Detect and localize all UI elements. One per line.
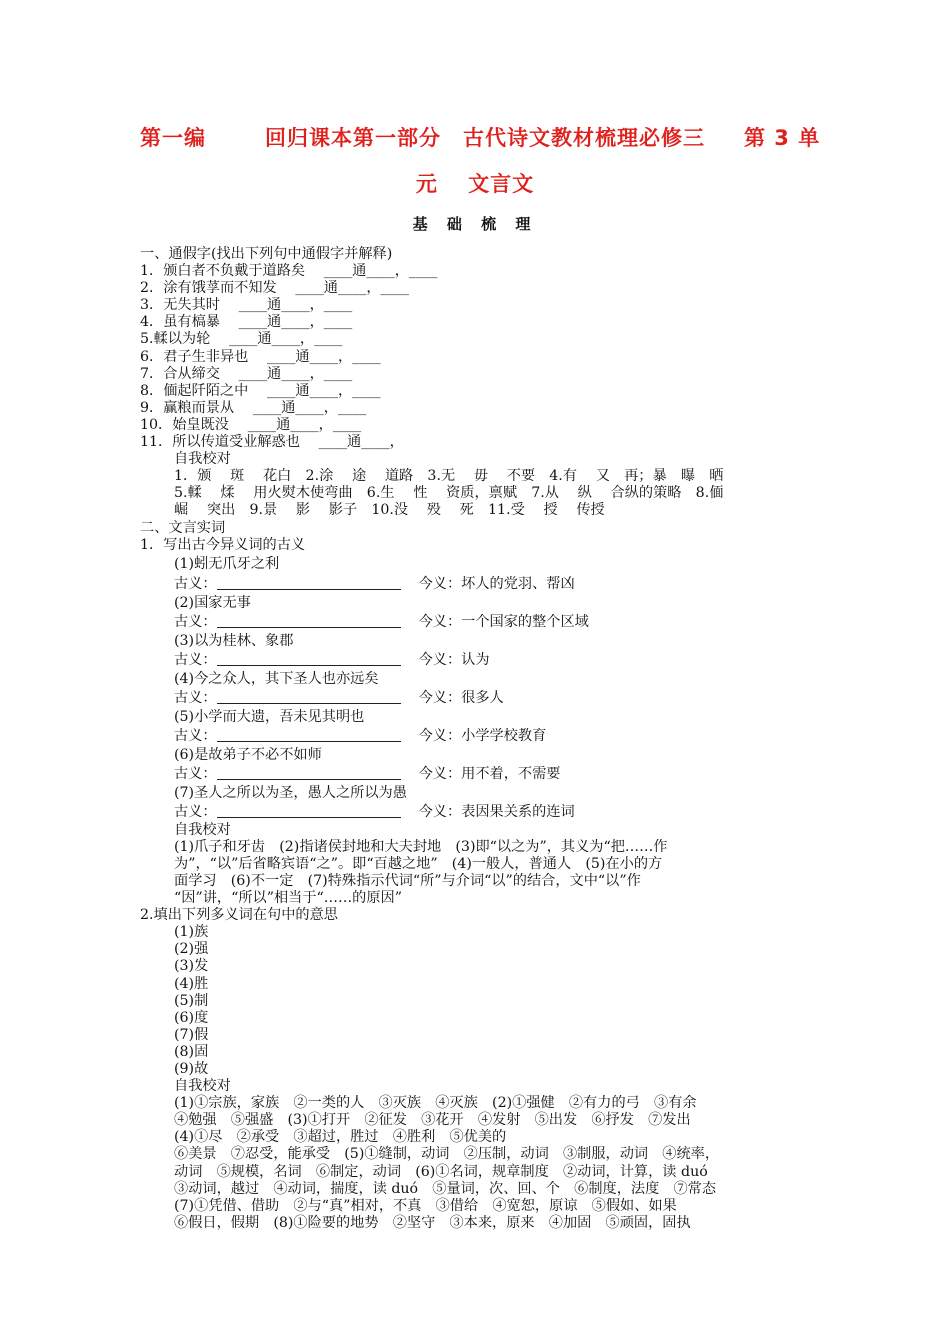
list-item: 5.輮以为轮 ____通____，____	[140, 331, 343, 348]
ancient-meaning-label: 古义：	[174, 613, 217, 630]
answer-line: “因”讲，“所以”相当于“……的原因”	[174, 890, 402, 907]
list-item: (9)故	[174, 1061, 209, 1077]
modern-meaning: 今义：小学学校教育	[418, 727, 547, 744]
title-part-1: 第一编	[140, 126, 206, 150]
section-heading: 二、文言实词	[140, 519, 226, 536]
self-check-label: 自我校对	[174, 1078, 231, 1095]
list-item: 11．所以传道受业解惑也 ____通____，	[140, 434, 404, 451]
ancient-meaning-blank	[217, 689, 401, 704]
list-item: (5)制	[174, 992, 209, 1009]
meaning-row	[140, 764, 816, 784]
ancient-meaning-blank	[217, 613, 401, 628]
list-item: 1．颁白者不负戴于道路矣 ____通____，____	[140, 263, 438, 280]
answer-line: ⑥假日，假期 (8)①险要的地势 ②坚守 ③本来，原来 ④加固 ⑤顽固，固执	[174, 1214, 691, 1231]
example-sentence: (1)蚓无爪牙之利	[174, 555, 280, 572]
answer-line: 5.輮 煣 用火熨木使弯曲 6.生 性 资质，禀赋 7.从 纵 合纵的策略 8.偭	[174, 485, 724, 502]
ancient-meaning-label: 古义：	[174, 689, 217, 706]
ancient-meaning-label: 古义：	[174, 727, 217, 744]
list-item: (3)发	[174, 958, 209, 975]
example-sentence: (6)是故弟子不必不如师	[174, 746, 322, 763]
ancient-meaning-blank	[217, 765, 401, 780]
modern-meaning: 今义：认为	[418, 651, 490, 668]
answer-line: (7)①凭借、借助 ②与“真”相对，不真 ③借给 ④宽恕，原谅 ⑤假如、如果	[174, 1197, 677, 1214]
meaning-row	[140, 574, 816, 594]
list-item: (1)族	[174, 924, 209, 941]
ancient-meaning-label: 古义：	[174, 803, 217, 820]
section-subtitle: 基 础 梳 理	[412, 215, 538, 233]
title-part-3: 第 3 单	[744, 126, 821, 150]
ancient-meaning-label: 古义：	[174, 765, 217, 782]
ancient-meaning-blank	[217, 651, 401, 666]
answer-line: 1．颁 斑 花白 2.涂 途 道路 3.无 毋 不要 4.有 又 再；暴 曝 晒	[174, 468, 724, 485]
self-check-label: 自我校对	[174, 451, 231, 468]
list-item: (7)假	[174, 1026, 209, 1043]
example-sentence: (5)小学而大遗，吾未见其明也	[174, 708, 365, 725]
answer-line: 崛 突出 9.景 影 影子 10.没 殁 死 11.受 授 传授	[174, 502, 605, 519]
ancient-meaning-blank	[217, 575, 401, 590]
meaning-row	[140, 612, 816, 632]
list-item: (8)固	[174, 1043, 209, 1060]
answer-line: (4)①尽 ②承受 ③超过，胜过 ④胜利 ⑤优美的	[174, 1129, 507, 1146]
list-item: (4)胜	[174, 975, 209, 992]
answer-line: 动词 ⑤规模，名词 ⑥制定，动词 (6)①名词，规章制度 ②动词，计算，读 duó	[174, 1163, 708, 1180]
list-item: (2)强	[174, 941, 209, 958]
ancient-meaning-label: 古义：	[174, 651, 217, 668]
document-title-line-2: 元 文言文	[415, 172, 535, 196]
meaning-row	[140, 650, 816, 670]
meaning-row	[140, 688, 816, 708]
modern-meaning: 今义：用不着，不需要	[418, 765, 561, 782]
answer-line: ⑥美景 ⑦忍受，能承受 (5)①缝制，动词 ②压制，动词 ③制服，动词 ④统率，	[174, 1146, 720, 1163]
example-sentence: (2)国家无事	[174, 594, 251, 611]
answer-line: ④勉强 ⑤强盛 (3)①打开 ②征发 ③花开 ④发射 ⑤出发 ⑥抒发 ⑦发出	[174, 1112, 691, 1129]
document-body	[140, 246, 816, 1232]
meaning-row	[140, 802, 816, 822]
section-heading: 一、通假字(找出下列句中通假字并解释)	[140, 246, 393, 262]
question-heading: 2.填出下列多义词在句中的意思	[140, 907, 338, 924]
meaning-row	[140, 726, 816, 746]
modern-meaning: 今义：坏人的党羽、帮凶	[418, 575, 575, 592]
answer-line: (1)①宗族，家族 ②一类的人 ③灭族 ④灭族 (2)①强健 ②有力的弓 ③有余	[174, 1095, 697, 1112]
ancient-meaning-blank	[217, 727, 401, 742]
list-item: 3．无失其时 ____通____，____	[140, 297, 353, 314]
list-item: 6．君子生非异也 ____通____，____	[140, 348, 381, 365]
example-sentence: (7)圣人之所以为圣，愚人之所以为愚	[174, 784, 407, 801]
answer-line: 面学习 (6)不一定 (7)特殊指示代词“所”与介词“以”的结合，文中“以”作	[174, 872, 641, 889]
title-part-2: 回归课本第一部分 古代诗文教材梳理必修三	[265, 126, 705, 150]
self-check-label: 自我校对	[174, 821, 231, 838]
tongjiazi-list	[140, 263, 816, 451]
modern-meaning: 今义：表因果关系的连词	[418, 803, 575, 820]
question-heading: 1．写出古今异义词的古义	[140, 536, 306, 553]
list-item: 9．赢粮而景从 ____通____，____	[140, 399, 367, 416]
list-item: 2．涂有饿莩而不知发 ____通____，____	[140, 280, 409, 297]
answer-line: 为”，“以”后省略宾语“之”。即“百越之地” (4)一般人，普通人 (5)在小的方	[174, 855, 663, 872]
list-item: 10．始皇既没 ____通____，____	[140, 416, 362, 433]
ancient-meaning-blank	[217, 803, 401, 818]
list-item: 7．合从缔交 ____通____，____	[140, 365, 353, 382]
example-sentence: (4)今之众人，其下圣人也亦远矣	[174, 670, 379, 687]
modern-meaning: 今义：一个国家的整个区域	[418, 613, 589, 630]
answer-line: ③动词，越过 ④动词，揣度，读 duó ⑤量词，次、回、个 ⑥制度，法度 ⑦常态	[174, 1180, 717, 1197]
modern-meaning: 今义：很多人	[418, 689, 504, 706]
ancient-meaning-label: 古义：	[174, 575, 217, 592]
answer-line: (1)爪子和牙齿 (2)指诸侯封地和大夫封地 (3)即“以之为”，其义为“把……作	[174, 838, 668, 855]
list-item: 4．虽有槁暴 ____通____，____	[140, 314, 353, 331]
list-item: 8．偭起阡陌之中 ____通____，____	[140, 382, 381, 399]
example-sentence: (3)以为桂林、象郡	[174, 632, 294, 649]
list-item: (6)度	[174, 1009, 209, 1026]
